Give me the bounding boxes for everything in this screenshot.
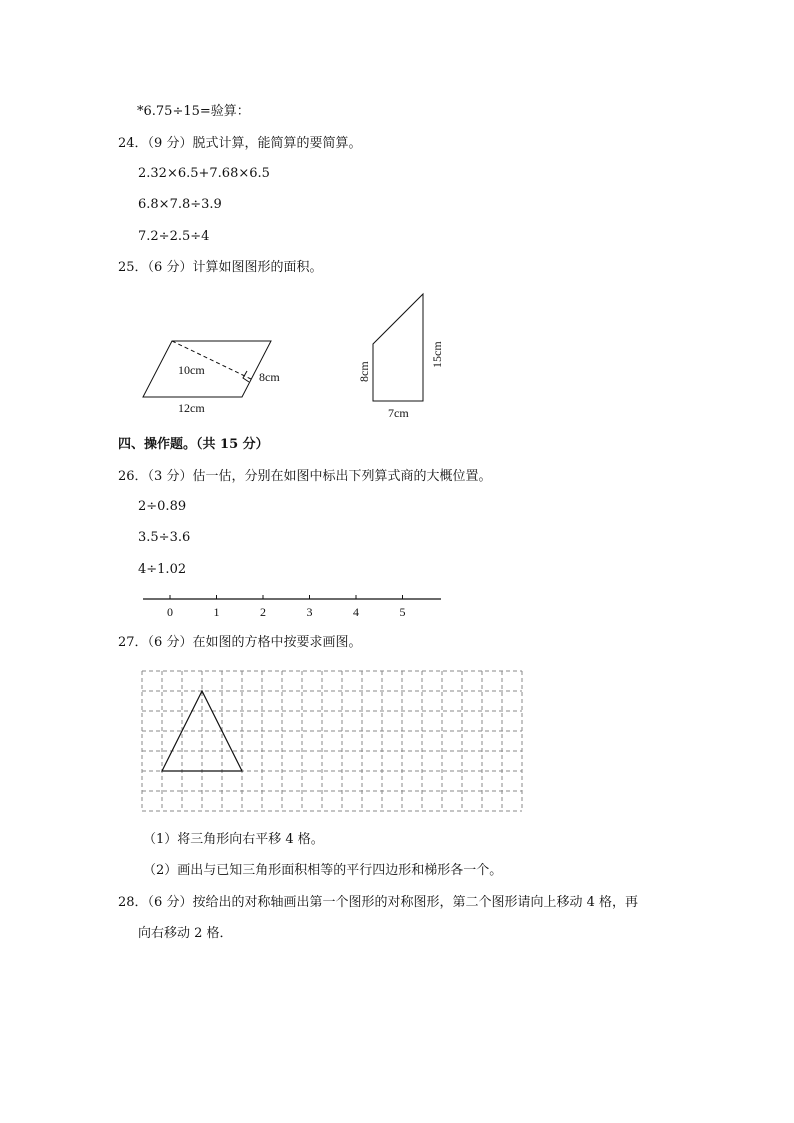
q24-item-3: 7.2÷2.5÷4 [138, 229, 210, 244]
q27-sub1: （1）将三角形向右平移 4 格。 [143, 832, 324, 847]
q24-item-2: 6.8×7.8÷3.9 [138, 197, 222, 212]
number-line-tick-label: 5 [399, 605, 406, 619]
q24-item-1: 2.32×6.5+7.68×6.5 [138, 166, 270, 181]
parallelogram-base-label: 12cm [178, 401, 205, 415]
section4-title: 四、操作题。（共 15 分） [118, 437, 269, 452]
parallelogram-height-label: 8cm [259, 370, 280, 384]
q28-line1: 28．（6 分）按给出的对称轴画出第一个图形的对称图形，第二个图形请向上移动 4 格，再 [118, 895, 638, 910]
number-line-tick-label: 4 [353, 605, 359, 619]
number-line-tick-label: 1 [213, 605, 220, 619]
number-line-tick-label: 3 [306, 605, 313, 619]
trapezoid-right-label: 15cm [430, 341, 444, 368]
q23-line: *6.75÷15=验算： [137, 104, 250, 119]
parallelogram-diag-label: 10cm [178, 363, 205, 377]
trapezoid-left-label: 8cm [357, 361, 371, 382]
number-line-tick-label: 2 [260, 605, 266, 619]
q26-item-2: 3.5÷3.6 [138, 530, 191, 545]
trapezoid-bottom-label: 7cm [388, 406, 409, 420]
q24-title: 24．（9 分）脱式计算，能简算的要简算。 [118, 136, 362, 151]
q26-item-3: 4÷1.02 [138, 562, 187, 577]
q25-title: 25．（6 分）计算如图图形的面积。 [118, 260, 323, 275]
q26-title: 26．（3 分）估一估，分别在如图中标出下列算式商的大概位置。 [118, 469, 492, 484]
q26-item-1: 2÷0.89 [138, 499, 187, 514]
number-line-tick-label: 0 [167, 605, 173, 619]
q27-title: 27．（6 分）在如图的方格中按要求画图。 [118, 635, 362, 650]
q27-sub2: （2）画出与已知三角形面积相等的平行四边形和梯形各一个。 [143, 863, 503, 878]
q28-line2: 向右移动 2 格． [138, 926, 233, 941]
